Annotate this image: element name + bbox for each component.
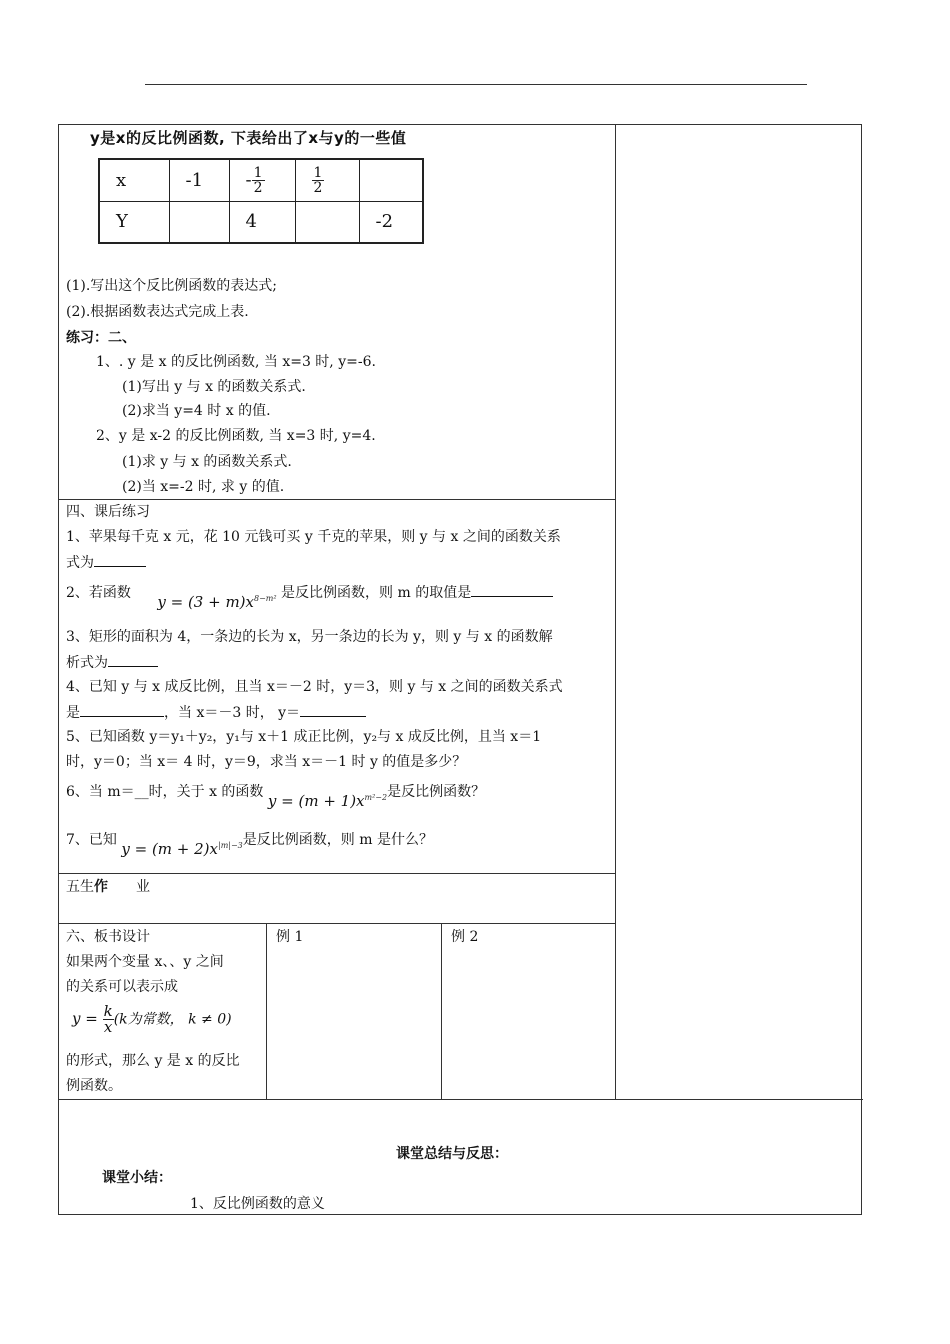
practice-1b: (2)求当 y=4 时 x 的值. [122,403,271,419]
cell-x-1: -1 [169,159,229,201]
board-formula-cond: (k为常数， k ≠ 0) [113,1011,232,1028]
homework-5a: 5、已知函数 y＝y₁＋y₂，y₁与 x＋1 成正比例，y₂与 x 成反比例，且当 x＝1 [66,729,542,745]
board-divider-2 [441,923,442,1099]
fraction-den: 2 [313,179,323,196]
board-divider-1 [266,923,267,1099]
fraction-num: 1 [313,164,323,181]
board-line-2: 的关系可以表示成 [66,979,178,995]
cell-x-4 [359,159,423,201]
board-formula-y: y = [72,1009,98,1028]
row-divider-1 [59,499,615,500]
table-row [99,201,423,243]
section-5-title-a: 五生 [66,879,94,895]
board-line-3: 的形式，那么 y 是 x 的反比 [66,1053,240,1069]
homework-7-post: 是反比例函数，则 m 是什么？ [242,832,433,848]
header-rule [145,84,807,85]
cell-y-3 [295,201,359,243]
board-formula [72,1004,232,1035]
answer-blank [94,552,146,567]
summary-subtitle: 课堂小结： [102,1170,172,1186]
homework-2-pre: 2、若函数 [66,585,131,601]
cell-y-2: 4 [229,201,295,243]
homework-6 [66,778,486,810]
question-2: (2).根据函数表达式完成上表. [66,304,249,320]
practice-title: 练习：二、 [66,330,136,346]
cell-y-1 [169,201,229,243]
board-line-4: 例函数。 [66,1078,122,1094]
table-heading: y是x的反比例函数, 下表给出了x与y的一些值 [90,129,407,147]
homework-7 [66,826,433,858]
formula-h6 [268,792,387,810]
formula-h7-base: y = (m + 2)x [121,840,218,858]
homework-6-pre: 6、当 m＝__时，关于 x 的函数 [66,784,264,800]
formula-h6-base: y = (m + 1)x [267,792,365,810]
homework-4b-pre: 是 [66,705,80,721]
cell-x-3 [295,159,359,201]
homework-title: 四、课后练习 [66,504,150,520]
row-divider-4 [59,1099,863,1100]
homework-1a: 1、苹果每千克 x 元，花 10 元钱可买 y 千克的苹果，则 y 与 x 之间的函数关系 [66,529,561,545]
answer-blank [80,702,164,717]
answer-blank [471,582,553,597]
cell-x-2 [229,159,295,201]
fraction-den: x [103,1018,113,1036]
right-column-divider [615,125,616,1099]
practice-1: 1、. y 是 x 的反比例函数, 当 x=3 时, y=-6. [96,354,376,370]
formula-h7-exp: |m|−3 [218,841,243,850]
practice-1a: (1)写出 y 与 x 的函数关系式. [122,379,306,395]
practice-2b: (2)当 x=-2 时, 求 y 的值. [122,479,285,495]
summary-title: 课堂总结与反思： [396,1146,508,1162]
fraction-den: 2 [253,179,263,196]
row-divider-2 [59,873,615,874]
homework-2-post: 是反比例函数，则 m 的取值是 [281,585,472,601]
board-title: 六、板书设计 [66,929,150,945]
fraction-num: k [103,1002,113,1020]
homework-3b [66,652,158,673]
board-example-1: 例 1 [276,929,304,945]
homework-4b [66,702,366,723]
section-5-title-b: 作 [94,879,108,895]
homework-2 [66,579,553,611]
row-x-label: x [99,159,169,201]
practice-2: 2、y 是 x-2 的反比例函数, 当 x=3 时, y=4. [96,428,376,444]
homework-1b [66,552,146,573]
cell-y-4: -2 [359,201,423,243]
table-row [99,159,423,201]
xy-value-table [98,158,424,244]
section-5-title [66,877,150,897]
formula-h2-exp: 8−m² [254,594,277,603]
homework-7-pre: 7、已知 [66,832,117,848]
answer-blank [300,702,366,717]
formula-h2-base: y = (3 + m)x [157,593,254,611]
homework-6-post: 是反比例函数？ [387,784,486,800]
summary-item-1: 1、反比例函数的意义 [190,1196,325,1212]
fraction [312,166,325,195]
homework-1b-text: 式为 [66,555,94,571]
homework-4b-mid: ，当 x＝－3 时， y＝ [164,705,301,721]
formula-h7 [121,840,242,858]
fraction [103,1004,114,1035]
board-example-2: 例 2 [451,929,479,945]
row-divider-3 [59,923,615,924]
cell-x-2-sign: - [245,169,252,191]
homework-3b-text: 析式为 [66,655,108,671]
board-line-1: 如果两个变量 x、、y 之间 [66,954,224,970]
homework-4a: 4、已知 y 与 x 成反比例，且当 x＝－2 时，y＝3，则 y 与 x 之间的函数关系式 [66,679,563,695]
row-y-label: Y [99,201,169,243]
formula-h2 [157,593,276,611]
homework-5b: 时，y＝0；当 x＝ 4 时，y＝9，求当 x＝－1 时 y 的值是多少？ [66,754,467,770]
formula-h6-exp: m²−2 [364,793,388,802]
question-1: (1).写出这个反比例函数的表达式; [66,278,277,294]
answer-blank [108,652,158,667]
fraction-num: 1 [253,164,263,181]
fraction [252,166,265,195]
section-5-title-c: 业 [136,879,150,895]
practice-2a: (1)求 y 与 x 的函数关系式. [122,454,292,470]
homework-3a: 3、矩形的面积为 4，一条边的长为 x，另一条边的长为 y，则 y 与 x 的函数解 [66,629,553,645]
